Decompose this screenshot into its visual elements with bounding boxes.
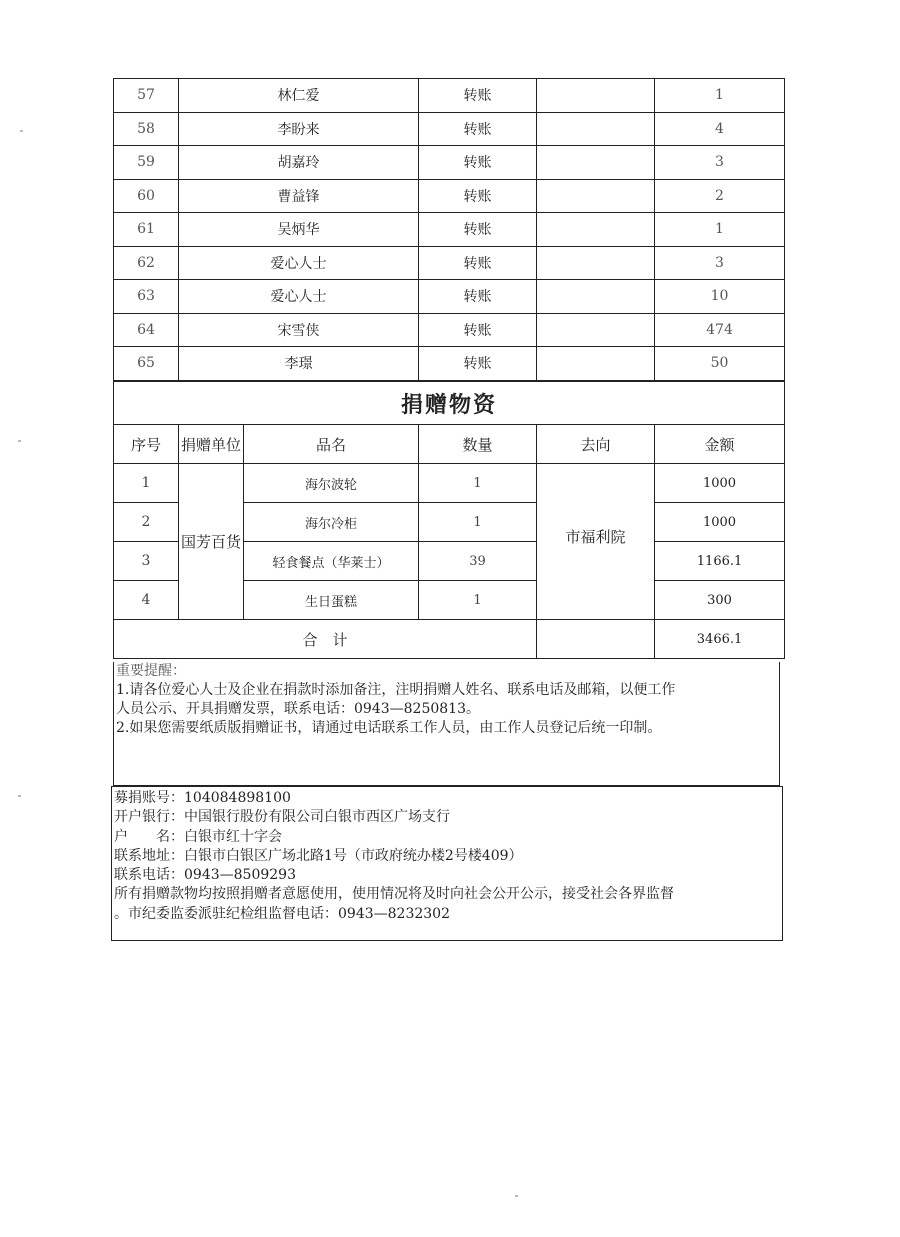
total-amount: 3466.1 xyxy=(655,620,785,659)
scan-speck xyxy=(18,795,21,797)
donation-no: 65 xyxy=(114,347,179,381)
donation-note xyxy=(537,79,655,113)
payment-method: 转账 xyxy=(419,280,537,314)
donor-name: 爱心人士 xyxy=(179,246,419,280)
table-row xyxy=(114,179,785,213)
goods-item: 海尔波轮 xyxy=(244,464,419,503)
reminder-line: 1.请各位爱心人士及企业在捐款时添加备注，注明捐赠人姓名、联系电话及邮箱，以便工作 xyxy=(116,682,676,698)
total-row xyxy=(114,620,785,659)
header-item: 品名 xyxy=(244,425,419,464)
payment-method: 转账 xyxy=(419,79,537,113)
goods-qty: 1 xyxy=(419,464,537,503)
goods-table xyxy=(113,381,785,659)
goods-amount: 1000 xyxy=(655,464,785,503)
table-row xyxy=(114,347,785,381)
total-label: 合 计 xyxy=(114,620,537,659)
account-holder: 户 名：白银市红十字会 xyxy=(114,828,282,845)
important-reminder xyxy=(113,662,780,786)
payment-method: 转账 xyxy=(419,146,537,180)
contact-phone: 联系电话：0943—8509293 xyxy=(114,867,296,884)
donor-name: 李盼来 xyxy=(179,112,419,146)
donation-amount: 3 xyxy=(655,146,785,180)
reminder-line: 人员公示、开具捐赠发票，联系电话：0943—8250813。 xyxy=(116,701,480,717)
header-donor: 捐赠单位 xyxy=(179,425,244,464)
donation-table-body xyxy=(114,79,785,381)
donor-name: 吴炳华 xyxy=(179,213,419,247)
table-row xyxy=(114,112,785,146)
donation-note xyxy=(537,146,655,180)
table-row xyxy=(114,246,785,280)
goods-qty: 39 xyxy=(419,542,537,581)
table-row xyxy=(114,79,785,113)
goods-no: 3 xyxy=(114,542,179,581)
donation-no: 58 xyxy=(114,112,179,146)
donation-note xyxy=(537,213,655,247)
donation-note xyxy=(537,246,655,280)
donation-amount: 2 xyxy=(655,179,785,213)
donor-name: 李璟 xyxy=(179,347,419,381)
bank-info xyxy=(111,786,783,941)
goods-qty: 1 xyxy=(419,503,537,542)
payment-method: 转账 xyxy=(419,213,537,247)
reminder-line: 2.如果您需要纸质版捐赠证书，请通过电话联系工作人员，由工作人员登记后统一印制。 xyxy=(116,720,662,736)
payment-method: 转账 xyxy=(419,179,537,213)
donation-note xyxy=(537,179,655,213)
donation-no: 62 xyxy=(114,246,179,280)
goods-amount: 1000 xyxy=(655,503,785,542)
donation-amount: 474 xyxy=(655,313,785,347)
goods-no: 4 xyxy=(114,581,179,620)
header-qty: 数量 xyxy=(419,425,537,464)
total-empty-cell xyxy=(537,620,655,659)
goods-destination: 市福利院 xyxy=(537,464,655,620)
table-row xyxy=(114,464,785,503)
header-amount: 金额 xyxy=(655,425,785,464)
goods-amount: 1166.1 xyxy=(655,542,785,581)
goods-donor: 国芳百货 xyxy=(179,464,244,620)
donation-amount: 1 xyxy=(655,213,785,247)
donation-no: 63 xyxy=(114,280,179,314)
donation-amount: 50 xyxy=(655,347,785,381)
table-row xyxy=(114,313,785,347)
goods-item: 轻食餐点（华莱士） xyxy=(244,542,419,581)
donation-no: 57 xyxy=(114,79,179,113)
donor-name: 胡嘉玲 xyxy=(179,146,419,180)
donor-name: 曹益锋 xyxy=(179,179,419,213)
bank-name: 开户银行：中国银行股份有限公司白银市西区广场支行 xyxy=(114,809,450,826)
donation-no: 61 xyxy=(114,213,179,247)
supervision-notice: 。市纪委监委派驻纪检组监督电话：0943—8232302 xyxy=(114,905,450,922)
donor-name: 爱心人士 xyxy=(179,280,419,314)
goods-no: 1 xyxy=(114,464,179,503)
donor-name: 宋雪侠 xyxy=(179,313,419,347)
donation-note xyxy=(537,313,655,347)
header-destination: 去向 xyxy=(537,425,655,464)
donation-no: 64 xyxy=(114,313,179,347)
donation-table xyxy=(113,78,785,381)
donor-name: 林仁爱 xyxy=(179,79,419,113)
donation-no: 59 xyxy=(114,146,179,180)
payment-method: 转账 xyxy=(419,246,537,280)
donation-amount: 10 xyxy=(655,280,785,314)
goods-qty: 1 xyxy=(419,581,537,620)
donation-note xyxy=(537,112,655,146)
goods-item: 生日蛋糕 xyxy=(244,581,419,620)
donation-note xyxy=(537,280,655,314)
goods-no: 2 xyxy=(114,503,179,542)
reminder-heading: 重要提醒： xyxy=(116,663,186,679)
scan-speck xyxy=(515,1195,518,1197)
donation-amount: 3 xyxy=(655,246,785,280)
goods-amount: 300 xyxy=(655,581,785,620)
payment-method: 转账 xyxy=(419,347,537,381)
payment-method: 转账 xyxy=(419,112,537,146)
payment-method: 转账 xyxy=(419,313,537,347)
goods-header-row xyxy=(114,425,785,464)
goods-item: 海尔冷柜 xyxy=(244,503,419,542)
header-no: 序号 xyxy=(114,425,179,464)
table-row xyxy=(114,146,785,180)
donation-amount: 4 xyxy=(655,112,785,146)
donation-amount: 1 xyxy=(655,79,785,113)
donation-no: 60 xyxy=(114,179,179,213)
goods-section-title: 捐赠物资 xyxy=(114,382,785,425)
scan-speck xyxy=(18,440,21,442)
usage-notice: 所有捐赠款物均按照捐赠者意愿使用，使用情况将及时向社会公开公示，接受社会各界监督 xyxy=(114,886,674,903)
contact-address: 联系地址：白银市白银区广场北路1号（市政府统办楼2号楼409） xyxy=(114,847,523,864)
donation-note xyxy=(537,347,655,381)
table-row xyxy=(114,280,785,314)
scan-speck xyxy=(20,130,23,132)
table-row xyxy=(114,213,785,247)
donation-account: 募捐账号：104084898100 xyxy=(114,790,291,806)
